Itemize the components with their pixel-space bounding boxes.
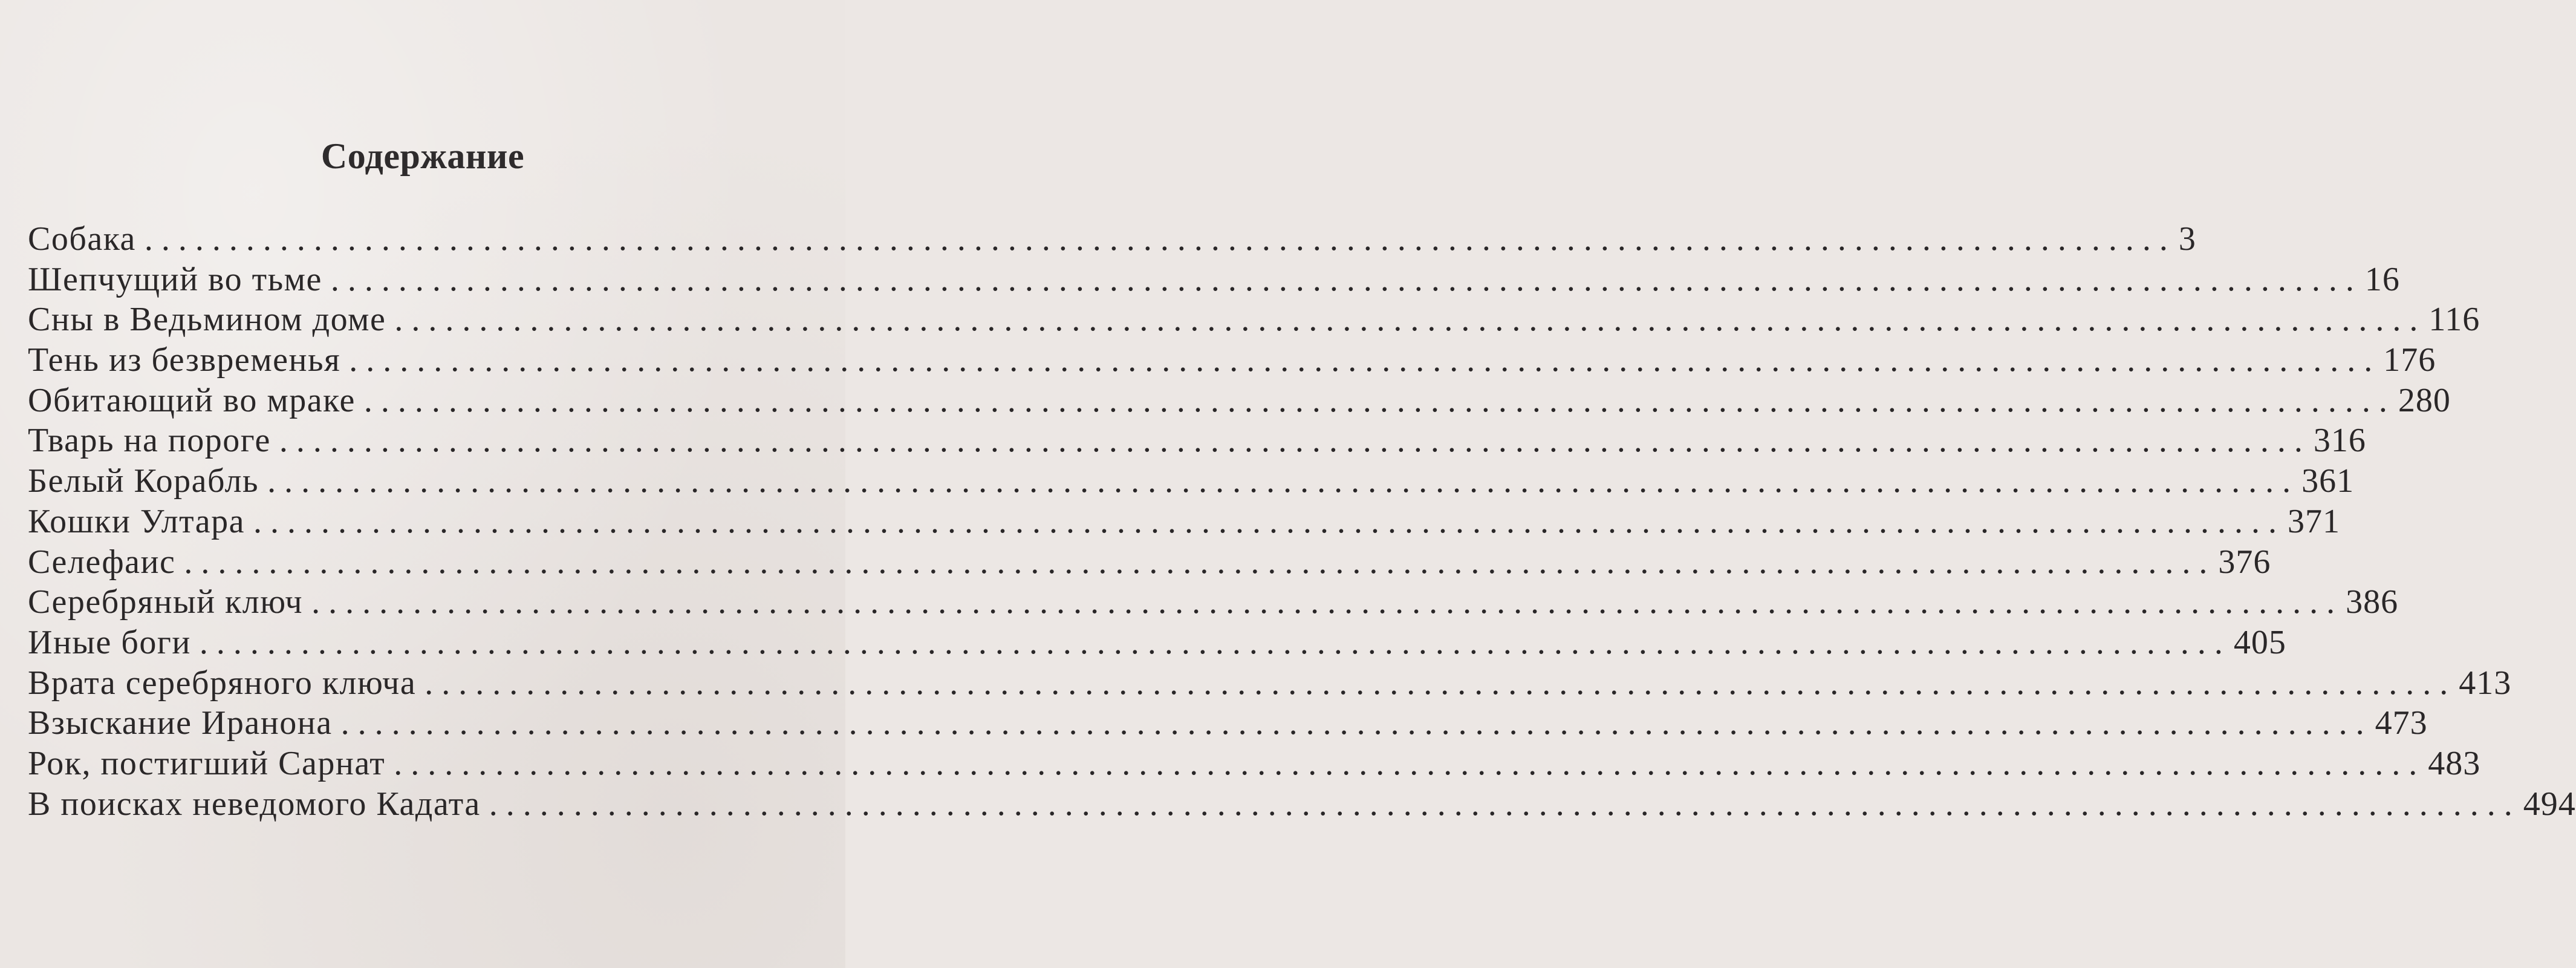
toc-entry-title: Иные боги (28, 623, 191, 661)
toc-entry-page: 16 (2364, 260, 2400, 298)
toc-entry (28, 260, 2400, 300)
toc-entry-page: 405 (2233, 623, 2286, 661)
dot-leader: ........................................................................................................................ (330, 260, 2363, 298)
table-of-contents (28, 219, 2576, 824)
dot-leader: ........................................................................................................................ (394, 744, 2426, 782)
toc-entry-page: 413 (2459, 664, 2512, 702)
dot-leader: ........................................................................................................................ (340, 704, 2373, 742)
toc-entry-title: Собака (28, 220, 136, 258)
contents-heading: Содержание (320, 136, 525, 177)
toc-entry (28, 623, 2286, 663)
toc-entry-title: Рок, постигший Сарнат (28, 744, 386, 782)
toc-entry-title: В поисках неведомого Кадата (28, 785, 481, 823)
toc-entry-title: Обитающий во мраке (28, 381, 356, 419)
toc-entry (28, 461, 2355, 502)
toc-entry-page: 494 (2523, 785, 2576, 823)
toc-entry (28, 420, 2366, 461)
toc-entry (28, 542, 2271, 583)
toc-entry-page: 386 (2346, 583, 2399, 621)
toc-entry-page: 473 (2375, 704, 2428, 742)
toc-entry-page: 361 (2301, 462, 2355, 500)
toc-entry-page: 316 (2313, 422, 2366, 460)
toc-entry-title: Врата серебряного ключа (28, 664, 417, 702)
dot-leader: ........................................................................................................................ (267, 462, 2300, 500)
dot-leader: ........................................................................................................................ (144, 220, 2176, 258)
toc-entry (28, 744, 2481, 784)
toc-entry (28, 784, 2576, 825)
toc-entry-title: Взыскание Иранона (28, 704, 333, 742)
toc-entry (28, 502, 2341, 542)
toc-entry (28, 703, 2428, 744)
toc-entry-title: Селефаис (28, 543, 176, 581)
toc-entry (28, 381, 2451, 421)
toc-entry-title: Тень из безвременья (28, 341, 341, 379)
toc-entry (28, 582, 2399, 623)
toc-entry-page: 280 (2398, 381, 2451, 419)
toc-entry (28, 219, 2196, 260)
dot-leader: ........................................................................................................................ (311, 583, 2344, 621)
toc-entry-title: Шепчущий во тьме (28, 260, 322, 298)
dot-leader: ........................................................................................................................ (424, 664, 2457, 702)
toc-entry (28, 663, 2512, 704)
toc-entry-page: 116 (2428, 301, 2480, 339)
toc-entry-title: Кошки Ултара (28, 502, 246, 540)
toc-entry-title: Сны в Ведьмином доме (28, 301, 386, 339)
toc-entry-page: 483 (2428, 744, 2481, 782)
toc-entry (28, 299, 2480, 340)
dot-leader: ........................................................................................................................ (199, 623, 2231, 661)
toc-entry (28, 340, 2436, 381)
dot-leader: ........................................................................................................................ (363, 381, 2396, 419)
dot-leader: ........................................................................................................................ (184, 543, 2216, 581)
toc-entry-title: Серебряный ключ (28, 583, 304, 621)
toc-entry-title: Тварь на пороге (28, 422, 271, 460)
toc-entry-page: 3 (2178, 220, 2196, 258)
toc-entry-title: Белый Корабль (28, 462, 259, 500)
toc-entry-page: 376 (2218, 543, 2271, 581)
dot-leader: ........................................................................................................................ (489, 785, 2521, 823)
dot-leader: ........................................................................................................................ (394, 301, 2427, 339)
toc-entry-page: 371 (2288, 502, 2341, 540)
dot-leader: ........................................................................................................................ (279, 422, 2311, 460)
dot-leader: ........................................................................................................................ (349, 341, 2381, 379)
toc-entry-page: 176 (2383, 341, 2436, 379)
dot-leader: ........................................................................................................................ (253, 502, 2286, 540)
